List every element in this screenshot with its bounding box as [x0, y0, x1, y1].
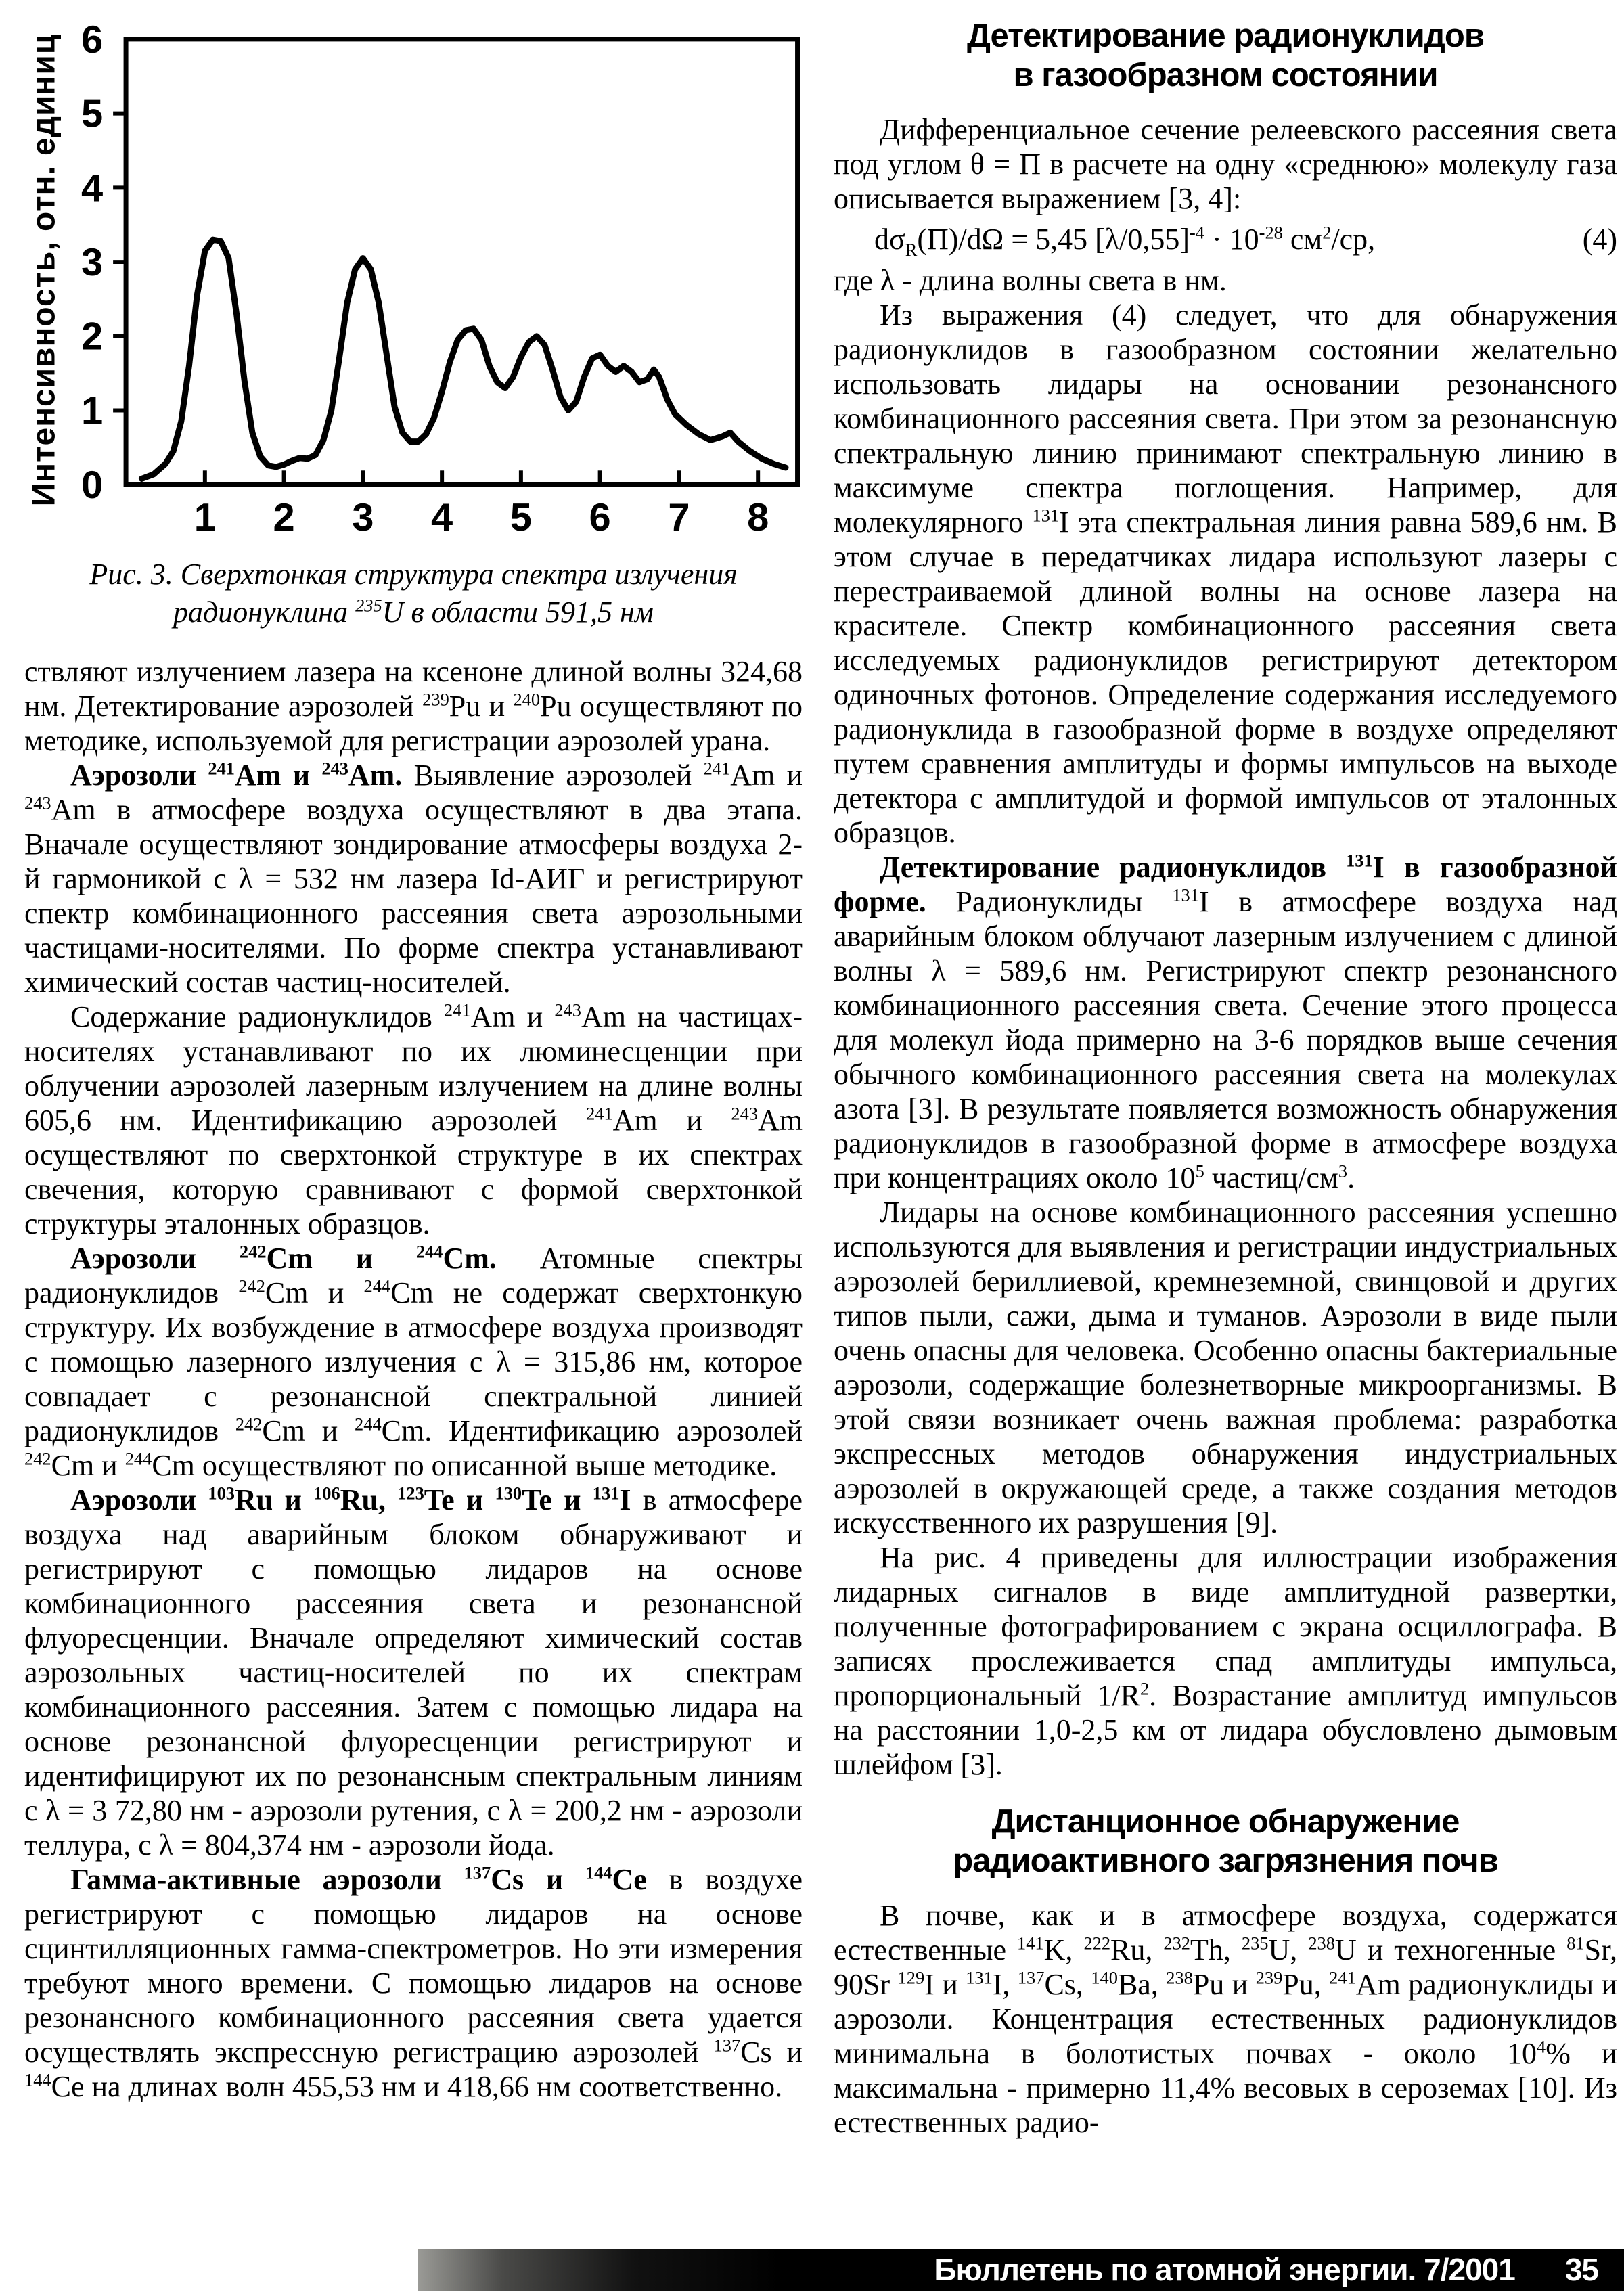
- paragraph: Гамма-активные аэрозоли $^{137}$Cs и $^{144}$Ce в воздухе регистрируют с помощью лидаров на основе сцинтилляционных гамма-спектрометров. Но эти измерения требуют много времени. С помощью лидаров на основе резонансного комбинационного рассеяния света удается осуществлять экспрессную регистрацию аэрозолей $^{137}$Cs и $^{144}$Ce на длинах волн 455,53 нм и 418,66 нм соответственно.: [24, 1862, 803, 2103]
- figure-3-caption: Рис. 3. Сверхтонкая структура спектра излучения радионуклина $^{235}$U в области 591,5 нм: [89, 558, 738, 629]
- paragraph: Лидары на основе комбинационного рассеяния успешно используются для выявления и регистрации индустриальных аэрозолей бериллиевой, кремнеземной, свинцовой и других типов пыли, сажи, дыма и туманов. Аэрозоли в виде пыли очень опасны для человека. Особенно опасны бактериальные аэрозоли, содержащие болезнетворные микроорганизмы. В этой связи возникает очень важная проблема: разработка экспрессных методов обнаружения индустриальных аэрозолей в окружающей среде, а также создания методов искусственного их разрушения [9].: [834, 1196, 1617, 1539]
- y-tick-label: 4: [81, 166, 104, 210]
- x-tick-label: 2: [273, 496, 295, 540]
- x-tick-label: 6: [589, 496, 611, 540]
- x-tick-label: 3: [352, 496, 374, 540]
- x-tick-label: 8: [747, 496, 769, 540]
- left-column: [24, 12, 803, 2104]
- right-column-text: [834, 112, 1617, 1782]
- x-tick-label: 4: [431, 496, 453, 540]
- paragraph: Аэрозоли $^{241}$Am и $^{243}$Am. Выявление аэрозолей $^{241}$Am и $^{243}$Am в атмосфере воздуха осуществляют в два этапа. Вначале осуществляют зондирование атмосферы воздуха 2-й гармоникой с λ = 532 нм лазера Id-АИГ и регистрируют спектр комбинационного рассеяния света аэрозольными частицами-носителями. По форме спектра устанавливают химический состав частиц-носителей.: [24, 758, 803, 999]
- y-tick-label: 1: [81, 389, 104, 433]
- paragraph: Аэрозоли $^{103}$Ru и $^{106}$Ru, $^{123}$Te и $^{130}$Te и $^{131}$I в атмосфере воздуха над аварийным блоком обнаруживают и регистрируют с помощью лидаров на основе комбинационного рассеяния света и резонансной флуоресценции. Вначале определяют химический состав аэрозольных частиц-носителей по их спектрам комбинационного рассеяния. Затем с помощью лидара на основе резонансной флуоресценции регистрируют и идентифицируют их по резонансным спектральным линиям с λ = 3 72,80 нм - аэрозоли рутения, с λ = 200,2 нм - аэрозоли теллура, с λ = 804,374 нм - аэрозоли йода.: [24, 1483, 803, 1862]
- y-axis-label: Интенсивность, отн. единиц: [26, 33, 62, 507]
- footer-page-number: 35: [1564, 2252, 1598, 2287]
- left-column-text: [24, 654, 803, 2104]
- y-tick-label: 5: [81, 92, 104, 136]
- y-tick-label: 0: [81, 464, 104, 508]
- paragraph: где λ - длина волны света в нм.: [834, 264, 1227, 297]
- right-column-text-2: [834, 1898, 1617, 2140]
- figure-3: [24, 12, 803, 631]
- equation-number: (4): [1582, 223, 1617, 256]
- x-tick-label: 1: [194, 496, 216, 540]
- paragraph: Дифференциальное сечение релеевского рассеяния света под углом θ = П в расчете на одну «среднюю» молекулу газа описывается выражением [3, 4]:: [834, 113, 1617, 215]
- spectrum-curve: [141, 240, 786, 478]
- paragraph: ствляют излучением лазера на ксеноне длиной волны 324,68 нм. Детектирование аэрозолей $^{239}$Pu и $^{240}$Pu осуществляют по методике, используемой для регистрации аэрозолей урана.: [24, 655, 803, 757]
- paragraph: Детектирование радионуклидов $^{131}$I в газообразной форме. Радионуклиды $^{131}$I в атмосфере воздуха над аварийным блоком облучают лазерным излучением с длиной волны λ = 589,6 нм. Регистрируют спектр резонансного комбинационного рассеяния света. Сечение этого процесса для молекул йода примерно на 3-6 порядков выше сечения обычного комбинационного рассеяния света на молекулах азота [3]. В результате появляется возможность обнаружения радионуклидов в газообразной форме в атмосфере воздуха при концентрациях около $10^5$ частиц/$см^3$.: [834, 850, 1618, 1194]
- x-tick-label: 5: [510, 496, 532, 540]
- right-column: [834, 16, 1617, 2140]
- equation-4: [834, 221, 1617, 258]
- y-tick-label: 3: [81, 241, 104, 285]
- equation-body: $d\sigma_R(П)/d\Omega = 5,45$ $[\lambda/0,55]^{-4} \cdot 10^{-28}$ $см^2/ср$,: [874, 222, 1376, 260]
- figure-3-chart: [24, 12, 801, 545]
- y-tick-label: 2: [81, 315, 104, 359]
- paragraph: В почве, как и в атмосфере воздуха, содержатся естественные $^{141}$K, $^{222}$Ru, $^{232}$Th, $^{235}$U, $^{238}$U и техногенные $^{81}$Sr, 90Sr $^{129}$I и $^{131}$I, $^{137}$Cs, $^{140}$Ba, $^{238}$Pu и $^{239}$Pu, $^{241}$Am радионуклиды и аэрозоли. Концентрация естественных радионуклидов минимальна в болотистых почвах - около $10^4\%$ и максимальна - примерно 11,4% весовых в сероземах [10]. Из естественных радио-: [834, 1899, 1617, 2139]
- footer-journal-title: Бюллетень по атомной энергии. 7/2001: [934, 2252, 1515, 2287]
- y-tick-label: 6: [81, 18, 104, 62]
- section-heading-soil-detection: Дистанционное обнаружение радиоактивного загрязнения почв: [953, 1803, 1498, 1879]
- x-tick-label: 7: [668, 496, 690, 540]
- footer-bar: [418, 2249, 1624, 2291]
- paragraph: Из выражения (4) следует, что для обнаружения радионуклидов в газообразном состоянии желательно использовать лидары на основании резонансного комбинационного рассеяния света. При этом за резонансную спектральную линию принимают спектральную линию в максимуме спектра поглощения. Например, для молекулярного $^{131}$I эта спектральная линия равна 589,6 нм. В этом случае в передатчиках лидара используют лазеры с перестраиваемой длиной волны на основе лазера на красителе. Спектр комбинационного рассеяния света исследуемых радионуклидов регистрируют детектором одиночных фотонов. Определение содержания исследуемого радионуклида в газообразной форме в воздухе определяют путем сравнения амплитуды и формы импульсов на выходе детектора с амплитудой и формой импульсов от эталонных образцов.: [834, 298, 1617, 849]
- paragraph: На рис. 4 приведены для иллюстрации изображения лидарных сигналов в виде амплитудной развертки, полученные фотографированием с экрана осциллографа. В записях прослеживается спад амплитуды импульса, пропорциональный $1/R^2$. Возрастание амплитуд импульсов на расстоянии 1,0-2,5 км от лидара обусловлено дымовым шлейфом [3].: [834, 1541, 1617, 1781]
- paragraph: Содержание радионуклидов $^{241}$Am и $^{243}$Am на частицах-носителях устанавливают по их люминесценции при облучении аэрозолей лазерным излучением на длине волны 605,6 нм. Идентификацию аэрозолей $^{241}$Am и $^{243}$Am осуществляют по сверхтонкой структуре в их спектрах свечения, которую сравнивают с формой сверхтонкой структуры эталонных образцов.: [24, 999, 803, 1240]
- section-heading-gas-detection: Детектирование радионуклидов в газообразном состоянии: [967, 18, 1484, 93]
- paragraph: Аэрозоли $^{242}$Cm и $^{244}$Cm. Атомные спектры радионуклидов $^{242}$Cm и $^{244}$Cm не содержат сверхтонкую структуру. Их возбуждение в атмосфере воздуха производят с помощью лазерного излучения с λ = 315,86 нм, которое совпадает с резонансной спектральной линией радионуклидов $^{242}$Cm и $^{244}$Cm. Идентификацию аэрозолей $^{242}$Cm и $^{244}$Cm осуществляют по описанной выше методике.: [24, 1241, 803, 1482]
